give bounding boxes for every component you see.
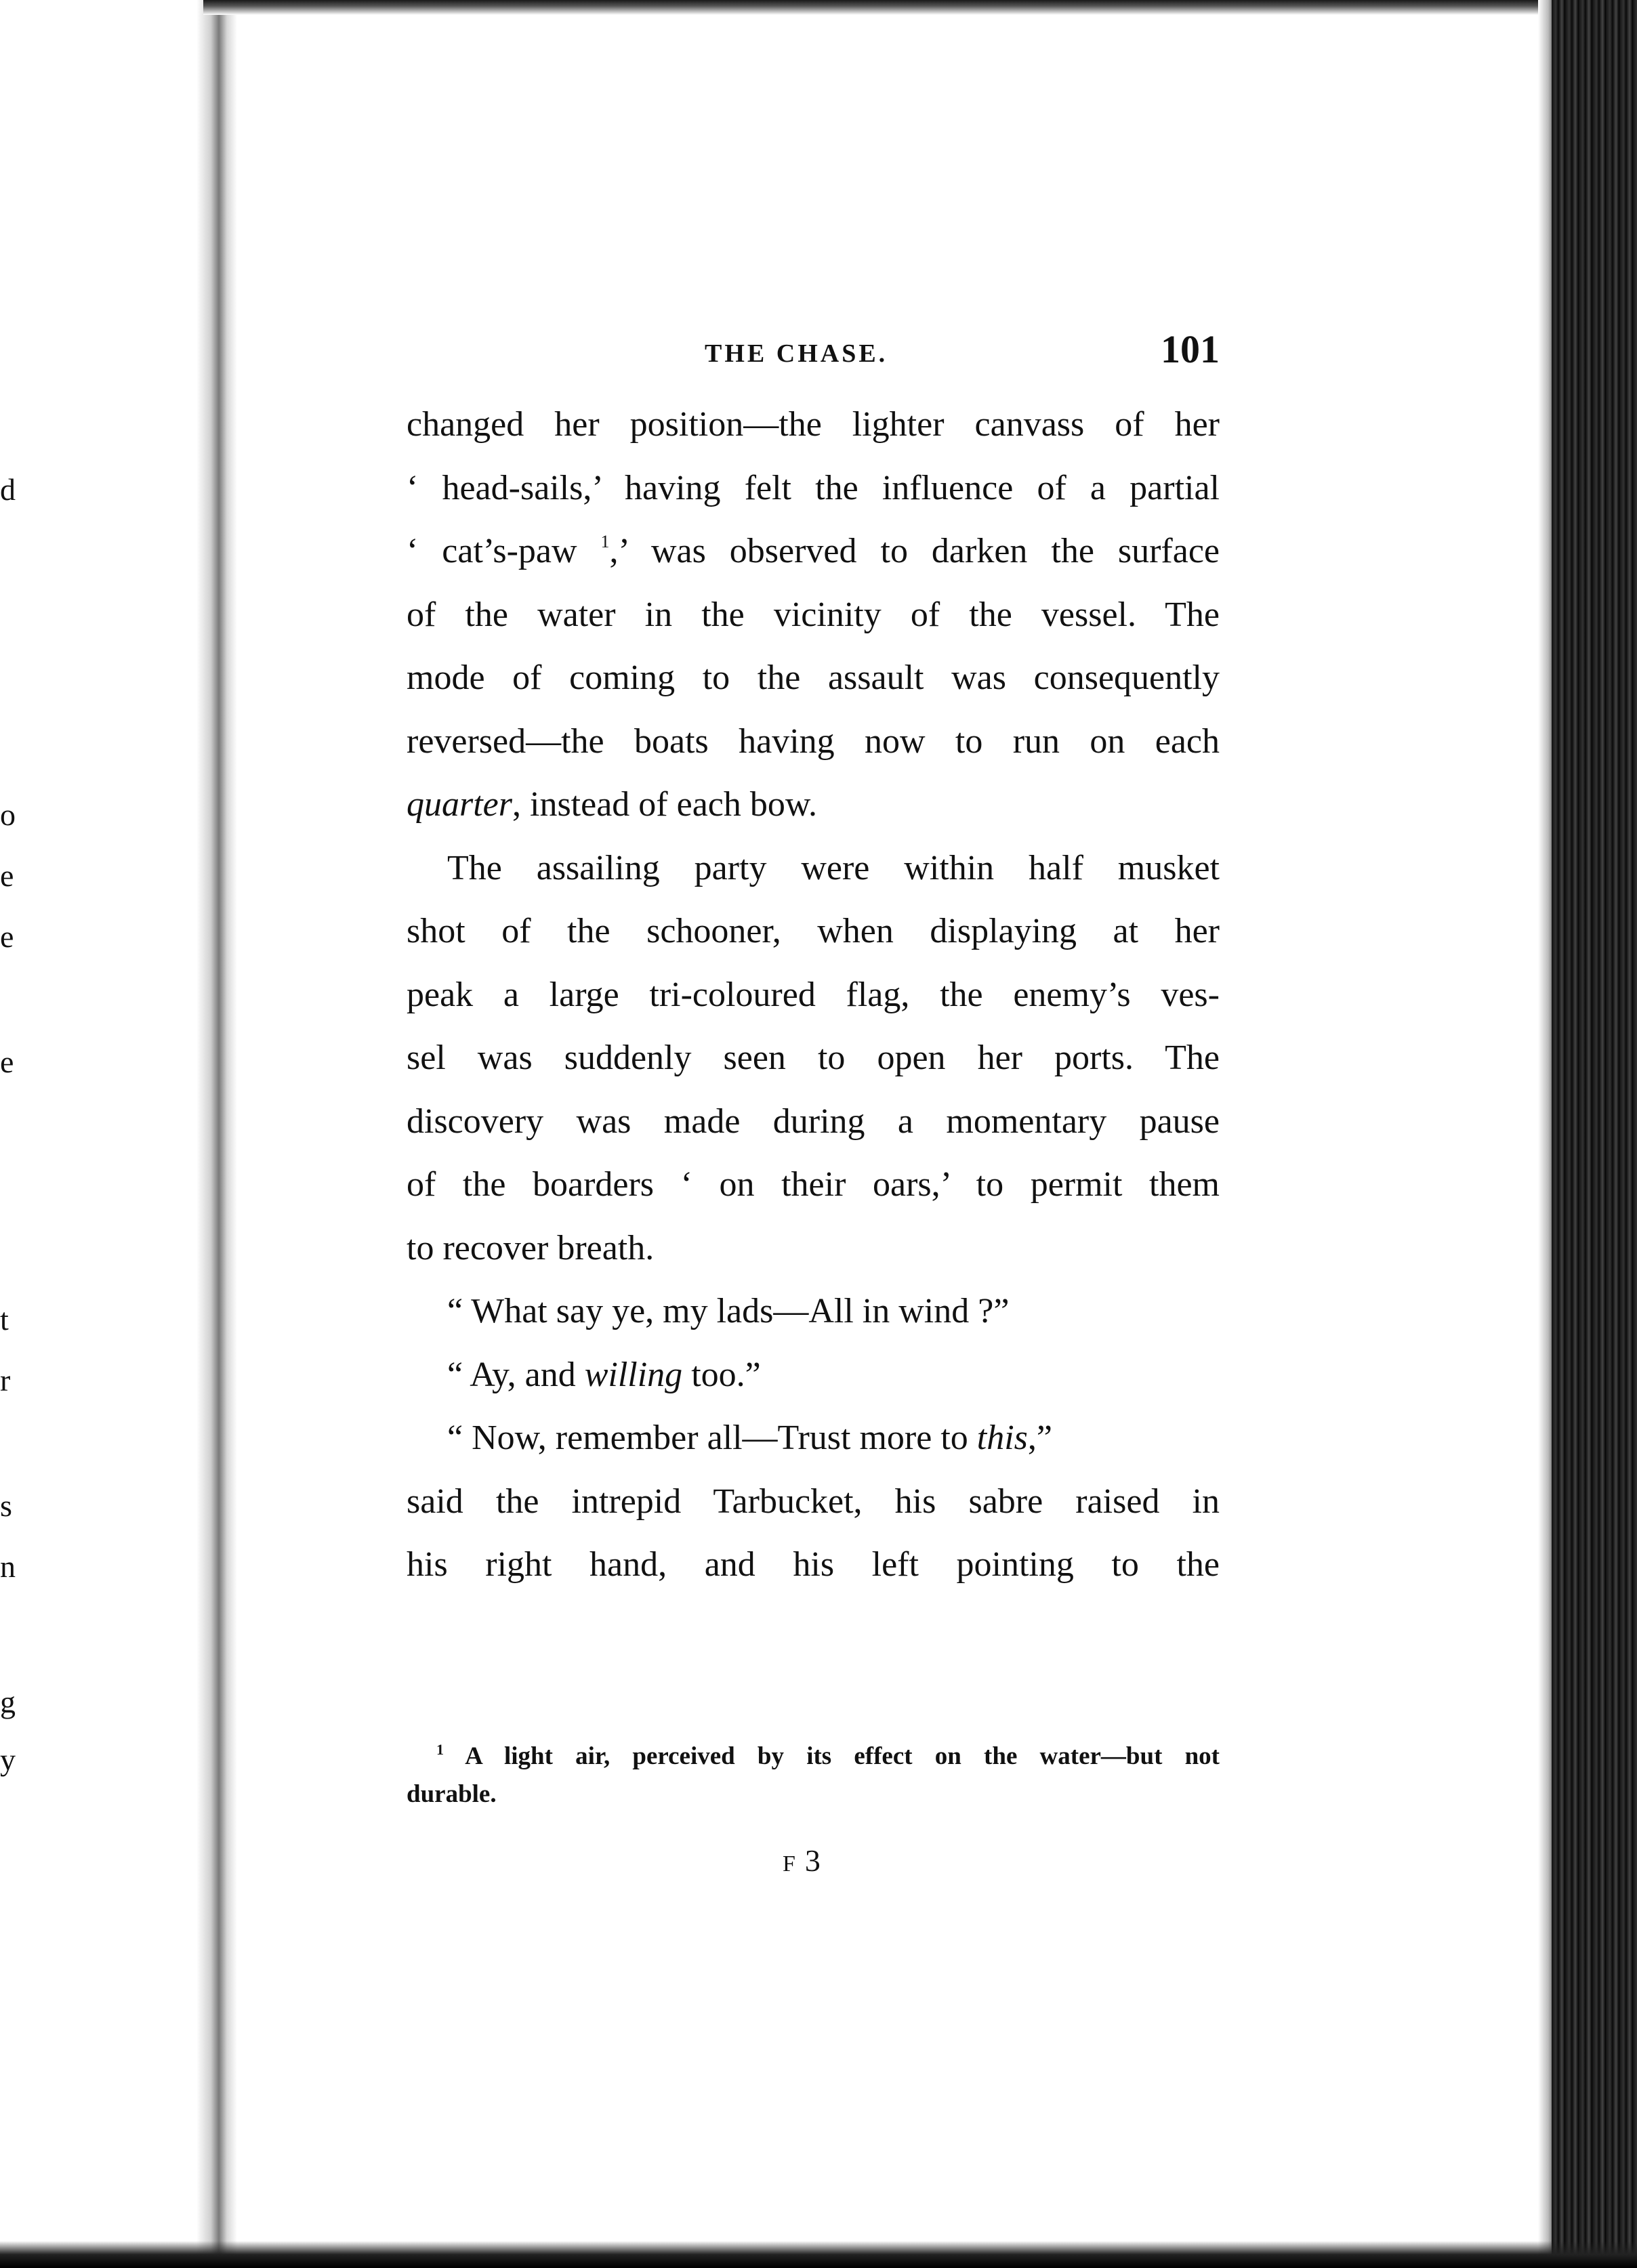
text-line [407,1217,1220,1280]
italic-text: quarter [407,785,512,824]
line-text: mode of coming to the assault was consequently [407,658,1220,697]
left-page-fragment: e [0,1045,14,1079]
page-body [407,318,1220,1597]
left-page-fragment: e [0,919,14,954]
line-text: , instead of each bow. [512,785,818,824]
line-text: “ Now, remember all—Trust more to [447,1419,977,1457]
book-fore-edge [1552,0,1637,2268]
text-line [407,837,1220,900]
line-text: “ What say ye, my lads—All in wind ?” [447,1292,1010,1330]
left-page-fragment: r [0,1363,11,1398]
line-text: to recover breath. [407,1228,655,1267]
left-page-fragment: e [0,858,14,893]
footnote-marker: 1 [436,1741,444,1758]
line-text: changed her position—the lighter canvass of her [407,405,1220,444]
text-line [407,900,1220,963]
line-text: discovery was made during a momentary pause [407,1101,1220,1141]
text-line [407,1343,1220,1407]
text-line [407,393,1220,457]
line-text: of the boarders ‘ on their oars,’ to permit them [407,1165,1220,1204]
text-line [407,710,1220,774]
text-line [407,1026,1220,1090]
line-text: The assailing party were within half musket [447,848,1220,887]
line-text: his right hand, and his left pointing to the [407,1545,1220,1584]
text-line [407,457,1220,520]
footnote-line [407,1738,1220,1776]
line-text: peak a large tri-coloured flag, the enemy’s ves- [407,975,1220,1014]
left-page-fragment: g [0,1685,16,1719]
left-page-fragment: d [0,472,16,507]
text-line [407,773,1220,837]
signature-number: 3 [804,1843,830,1878]
body-text [407,393,1220,1597]
line-text: ,’ was observed to darken the surface [609,532,1220,570]
text-line [407,963,1220,1027]
text-line [407,583,1220,647]
page-number: 101 [1161,327,1220,371]
line-text: ‘ cat’s-paw [407,532,601,570]
footnote-text: A light air, perceived by its effect on the water—but not [465,1742,1220,1770]
signature-letter: F [783,1851,805,1876]
line-text: reversed—the boats having now to run on each [407,721,1220,761]
footnote [407,1738,1220,1813]
text-line [407,1406,1220,1470]
italic-text: willing [584,1355,683,1394]
line-text: “ Ay, and [447,1355,585,1394]
line-text: sel was suddenly seen to open her ports. The [407,1038,1220,1077]
text-line [407,1533,1220,1597]
text-line [407,520,1220,583]
line-text: said the intrepid Tarbucket, his sabre raised in [407,1482,1220,1521]
running-head-title: THE CHASE. [705,339,888,368]
text-line [407,1280,1220,1343]
line-text: shot of the schooner, when displaying at her [407,912,1220,950]
left-page-fragment: n [0,1549,16,1584]
text-line [407,1090,1220,1154]
line-text: ,” [1027,1419,1053,1457]
italic-text: this [976,1419,1028,1457]
running-head [407,318,1220,393]
footnote-line: durable. [407,1780,497,1808]
left-facing-page [0,0,203,2268]
footnote-reference: 1 [600,532,610,551]
bottom-edge-shadow [0,2241,1637,2268]
book-gutter-shadow [196,0,237,2268]
text-line [407,1470,1220,1534]
signature-mark [783,1843,830,1878]
line-text: ‘ head-sails,’ having felt the influence of a partial [407,468,1220,507]
top-edge-shadow [203,0,1558,15]
left-page-fragment: s [0,1488,12,1523]
left-page-fragment: o [0,797,16,832]
line-text: of the water in the vicinity of the vessel. The [407,595,1220,634]
left-page-fragment: y [0,1742,16,1777]
left-page-fragment: t [0,1302,9,1337]
line-text: too.” [682,1355,761,1394]
text-line [407,1153,1220,1217]
text-line [407,646,1220,710]
